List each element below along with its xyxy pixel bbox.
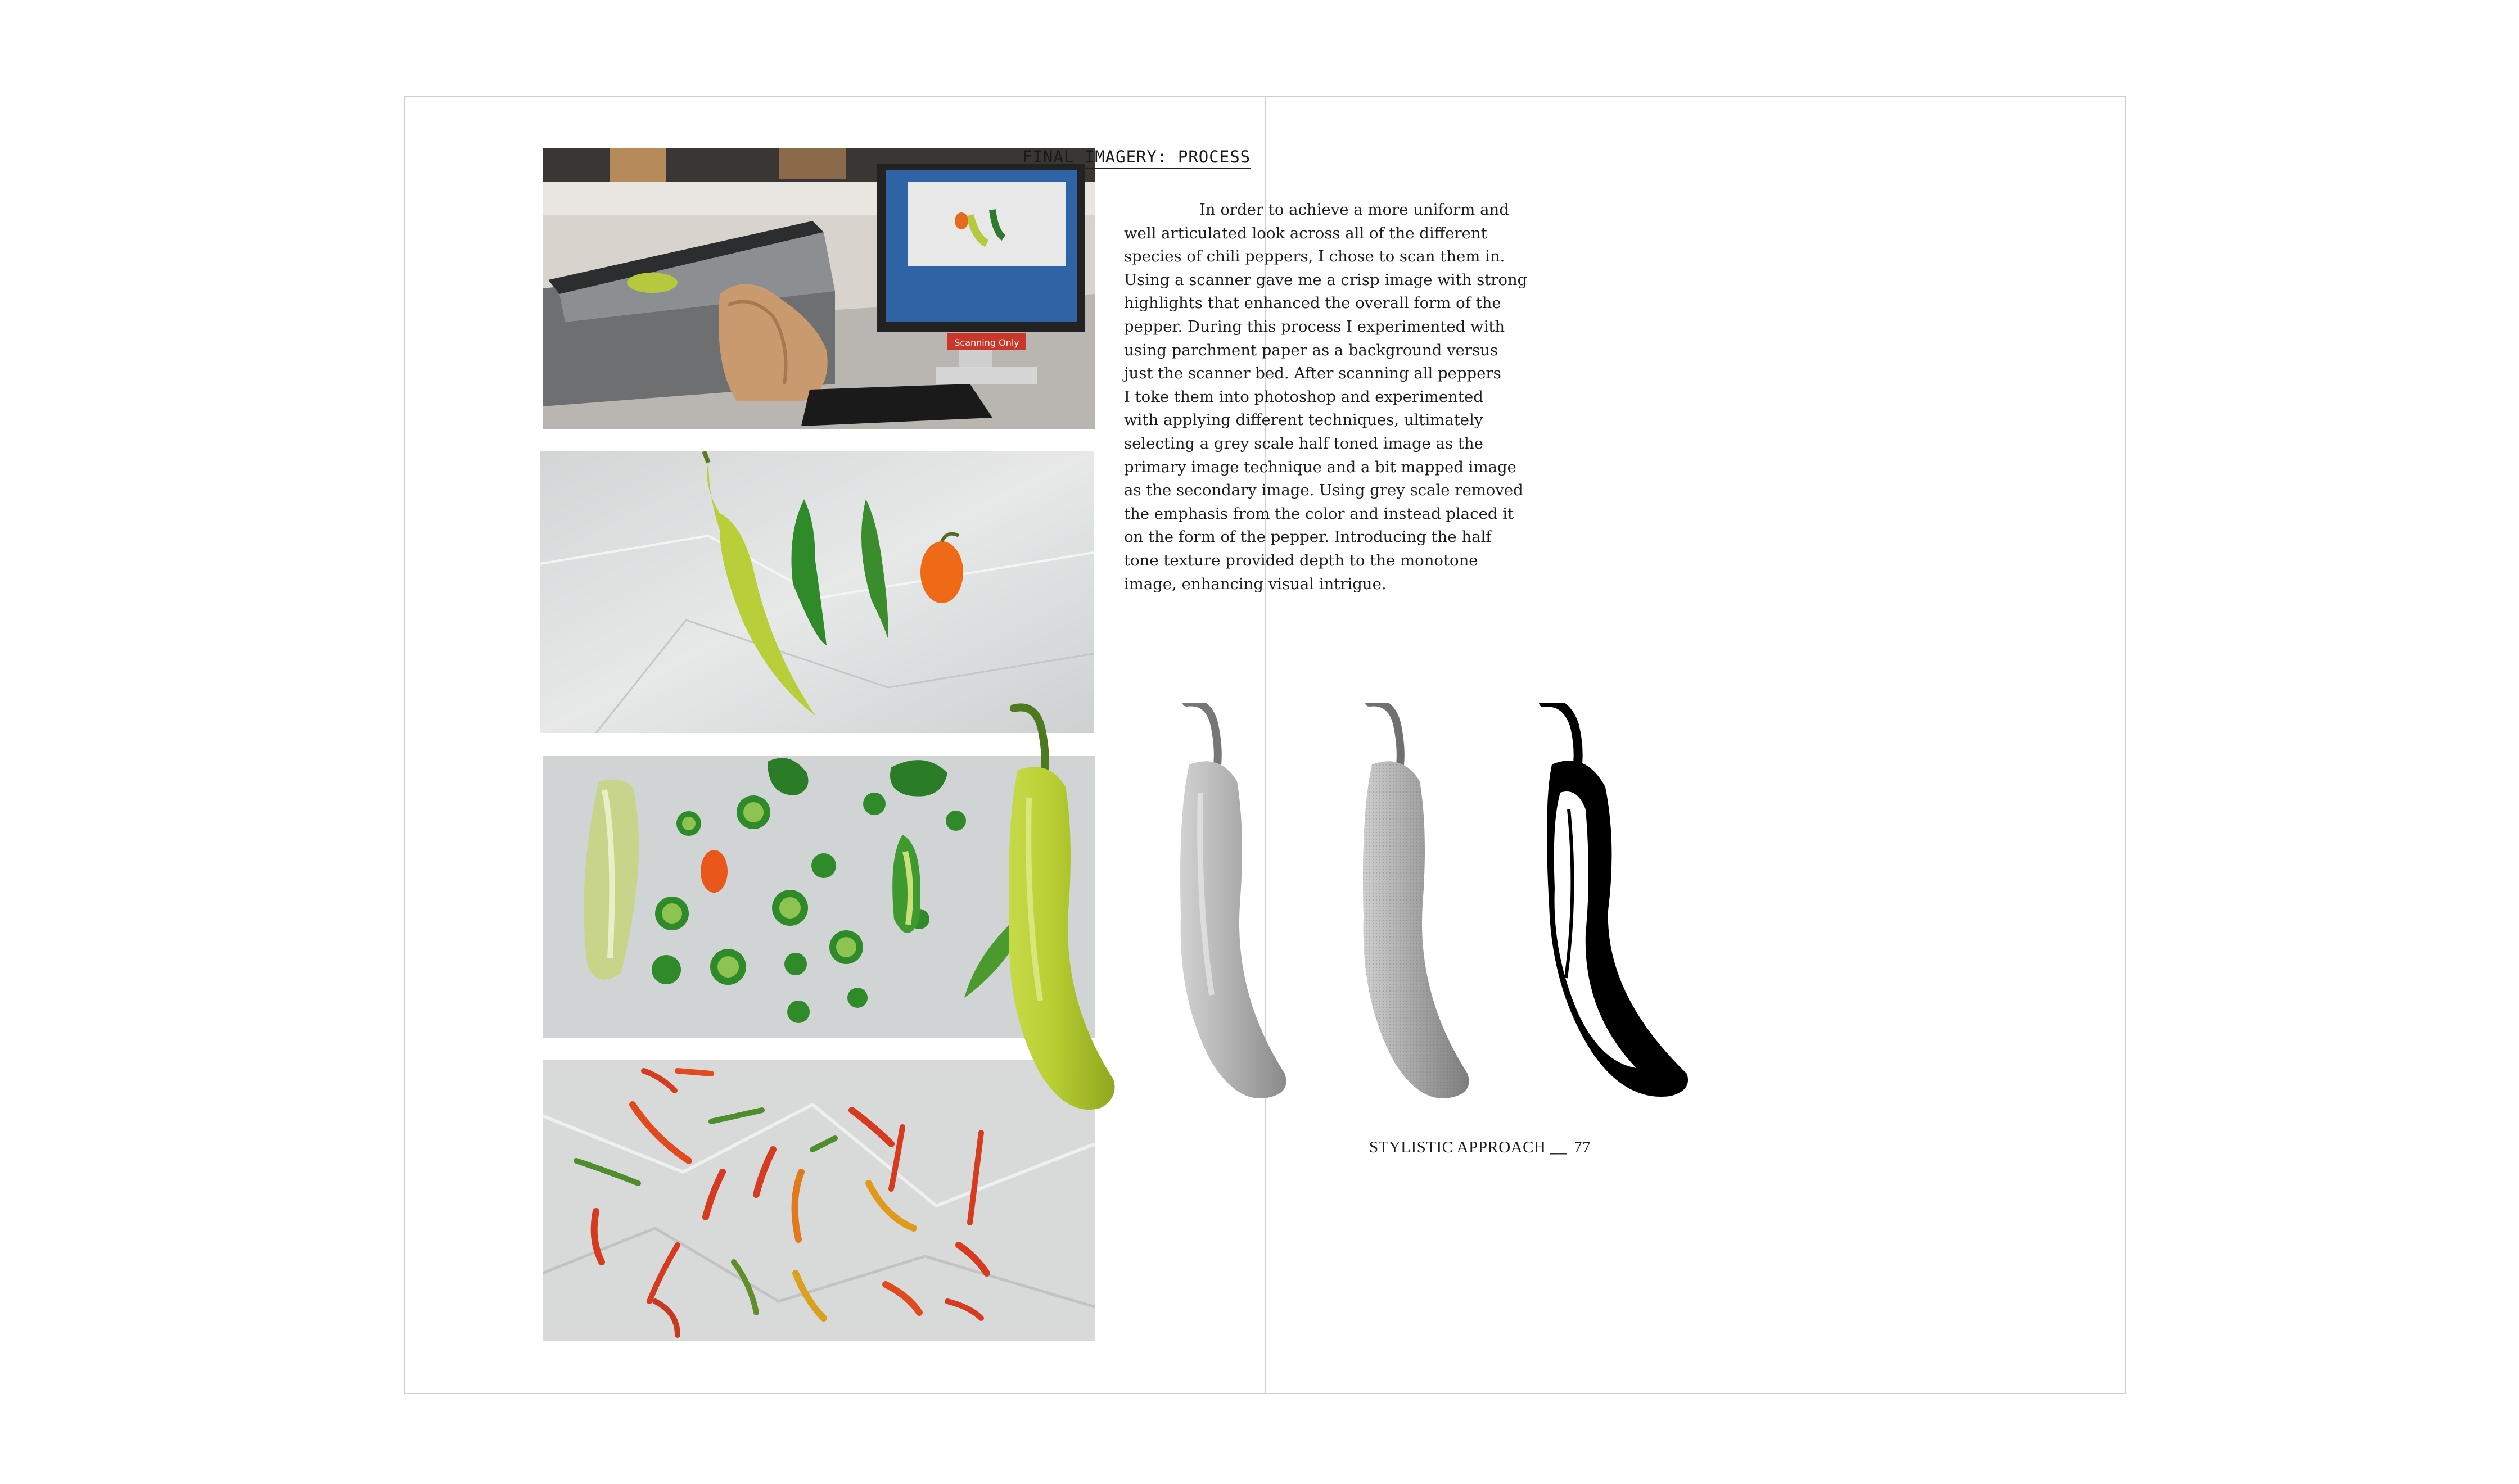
page-footer [1369,1138,1591,1157]
body-line: as the secondary image. Using grey scale removed [1124,481,1523,500]
body-line: image, enhancing visual intrigue. [1124,574,1387,593]
body-line: primary image technique and a bit mapped image [1124,458,1516,476]
body-line: well articulated look across all of the different [1124,224,1487,242]
whole-peppers-photo [540,451,1094,733]
halftone-pepper-image [1341,703,1510,1119]
body-line: tone texture provided depth to the monotone [1124,551,1478,569]
body-line: species of chili peppers, I chose to scan them in. [1124,247,1505,266]
body-line: Using a scanner gave me a crisp image with strong [1124,270,1528,289]
body-line: I toke them into photoshop and experimented [1124,387,1483,406]
section-heading: FINAL IMAGERY: PROCESS [1022,147,1251,169]
page-number: 77 [1574,1138,1591,1156]
body-paragraph [1124,198,1551,596]
body-line: pepper. During this process I experimented with [1124,317,1505,336]
body-line: on the form of the pepper. Introducing the half [1124,528,1492,546]
bitmap-pepper-image [1527,703,1695,1119]
svg-text:Scanning Only: Scanning Only [954,337,1019,348]
scanner-setup-photo [543,148,1095,429]
body-line: just the scanner bed. After scanning all peppers [1124,364,1501,383]
body-line: selecting a grey scale half toned image as the [1124,434,1483,453]
body-line: the emphasis from the color and instead placed it [1124,504,1514,523]
body-line: using parchment paper as a background versus [1124,341,1498,359]
pepper-technique-row [987,703,1802,1119]
body-line: with applying different techniques, ultimately [1124,411,1483,429]
color-pepper-image [987,703,1155,1119]
greyscale-pepper-image [1158,703,1327,1119]
body-line: In order to achieve a more uniform and [1199,201,1509,219]
body-line: highlights that enhanced the overall form of the [1124,294,1501,313]
footer-section-title: STYLISTIC APPROACH __ [1369,1138,1568,1156]
